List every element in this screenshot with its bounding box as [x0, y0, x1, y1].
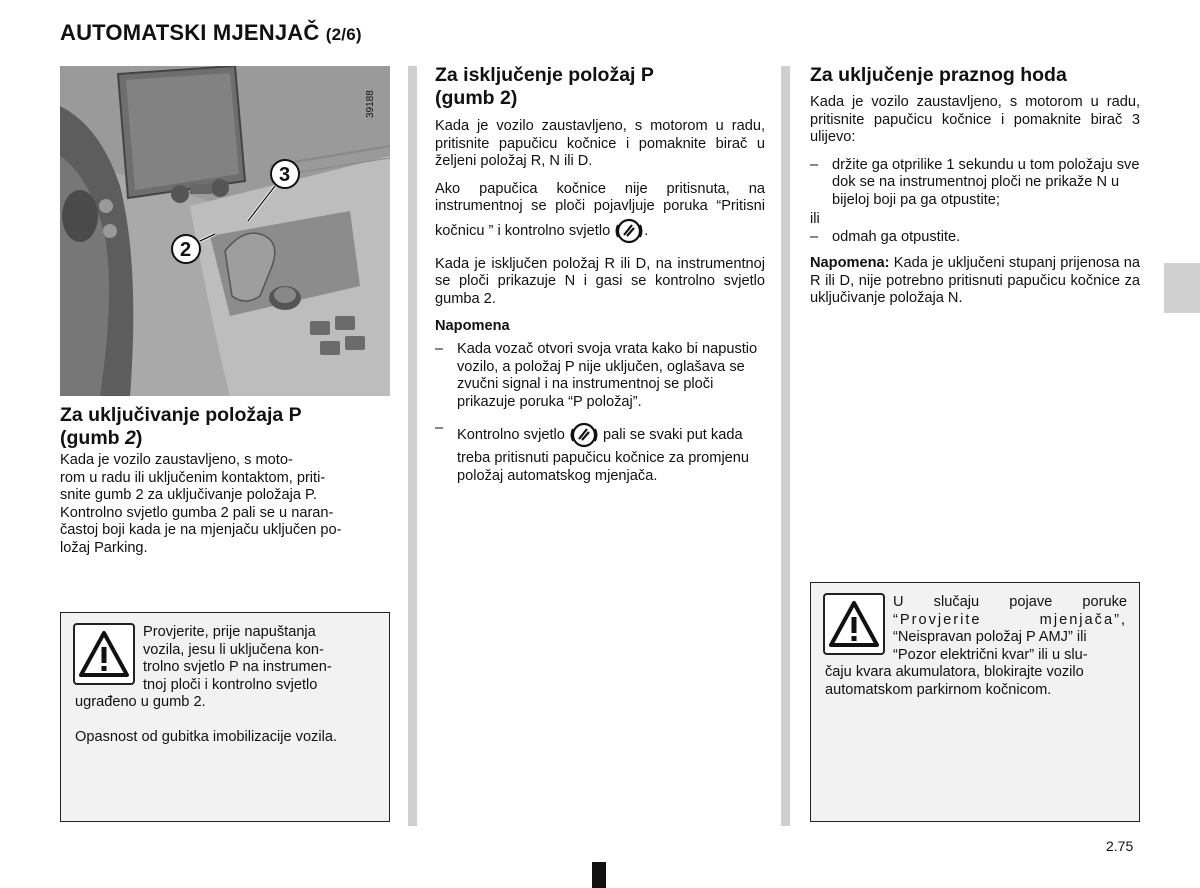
neutral-note — [810, 255, 1140, 308]
disengage-p2-end: . — [644, 222, 649, 239]
warning-left-second: Opasnost od gubitka imobilizacije vozila. — [75, 729, 338, 745]
brake-pedal-lamp-icon — [614, 216, 644, 246]
brake-pedal-lamp-icon — [569, 420, 599, 450]
page-title — [60, 20, 362, 46]
neutral-item-text: odmah ga otpustite. — [832, 228, 961, 245]
neutral-item-1 — [810, 157, 1140, 210]
warning-line: Provjerite, prije napuštanja — [143, 624, 316, 640]
warning-line: ugrađeno u gumb 2. — [75, 694, 206, 710]
heading-line2-c: ) — [135, 427, 143, 449]
heading-line2-a: (gumb — [60, 427, 125, 449]
middle-section — [435, 64, 765, 494]
para-line: častoj boji kada je na mjenjaču uključen po- — [60, 522, 342, 538]
bottom-crop-bar — [592, 862, 606, 888]
photo-reference-code: 39188 — [365, 90, 376, 118]
note-text: Kada je uključeni stupanj prijenosa na R ili D, nije potrebno pritisnuti papučicu kočnice za uključivanje položaja N. — [810, 255, 1140, 306]
dash: – — [810, 156, 819, 173]
section-heading-engage-p — [60, 404, 390, 450]
engage-p-paragraph — [60, 452, 390, 557]
dash: – — [810, 228, 819, 245]
section-heading-neutral: Za uključenje praznog hoda — [810, 64, 1067, 86]
warning-line: tnoj ploči i kontrolno svjetlo — [143, 676, 318, 693]
page-title-text: AUTOMATSKI MJENJAČ — [60, 20, 320, 45]
or-word: ili — [810, 211, 820, 227]
para-line: Kontrolno svjetlo gumba 2 pali se u naran- — [60, 504, 334, 521]
dash: – — [435, 341, 444, 357]
warning-right-text-bottom — [825, 664, 1127, 699]
note-heading: Napomena — [435, 318, 510, 334]
warning-box-left — [60, 612, 390, 822]
para-line: rom u radu ili uključenim kontaktom, priti- — [60, 469, 326, 486]
gear-selector-photo — [60, 66, 390, 396]
para-line: snite gumb 2 za uključivanje položaja P. — [60, 487, 317, 503]
warning-line: “Pozor električni kvar” ili u slu- — [893, 646, 1088, 663]
callout-2: 2 — [180, 239, 192, 261]
disengage-p1: Kada je vozilo zaustavljeno, s motorom u radu, pritisnite papučicu kočnice i pomaknite birač u željeni položaj R, N ili D. — [435, 118, 765, 169]
page-number: 2.75 — [1106, 838, 1134, 854]
note-item-1 — [435, 341, 765, 411]
warning-left-text-bottom — [75, 694, 375, 712]
left-section — [60, 404, 390, 567]
warning-left-text-top — [143, 624, 375, 694]
warning-line: automatskom parkirnom kočnicom. — [825, 681, 1052, 698]
para-line: ložaj Parking. — [60, 539, 148, 556]
chapter-tab-marker — [1164, 263, 1200, 313]
gear-selector-illustration — [60, 66, 390, 396]
warning-line: trolno svjetlo P na instrumen- — [143, 659, 332, 675]
warning-line: čaju kvara akumulatora, blokirajte vozilo — [825, 664, 1084, 680]
disengage-p2 — [435, 181, 765, 246]
dash: – — [435, 420, 444, 436]
disengage-p2-text: Ako papučica kočnice nije pritisnuta, na instrumentnoj se ploči pojavljuje poruka “Pritisni kočnicu ” i kontrolno svjetlo — [435, 180, 765, 239]
neutral-p1: Kada je vozilo zaustavljeno, s motorom u radu, pritisnite papučicu kočnice i pomaknite birač 3 ulijevo: — [810, 94, 1140, 145]
neutral-item-text: držite ga otprilike 1 sekundu u tom položaju sve dok se na instrumentnoj ploči ne prikaže N u bijeloj boji pa ga otpustite; — [832, 156, 1140, 208]
section-heading-disengage-p — [435, 64, 765, 110]
column-divider-left — [408, 66, 417, 826]
note-label: Napomena: — [810, 255, 890, 271]
warning-triangle-icon — [73, 623, 135, 685]
note-item-text — [457, 420, 765, 485]
callout-3: 3 — [279, 164, 291, 186]
neutral-item-2 — [810, 229, 1140, 247]
heading-line1: Za uključivanje položaja P — [60, 404, 302, 426]
note2-b: pali se svaki put kada treba pritisnuti papučicu kočnice za promjenu položaj automatskog mjenjača. — [457, 426, 750, 484]
warning-right-text-top — [893, 594, 1127, 664]
para-line: Kada je vozilo zaustavljeno, s moto- — [60, 452, 293, 468]
heading-line2-b: 2 — [124, 427, 136, 449]
disengage-p3: Kada je isključen položaj R ili D, na instrumentnoj se ploči prikazuje N i gasi se kontrolno svjetlo gumba 2. — [435, 255, 765, 307]
heading-line2: (gumb 2) — [435, 87, 518, 109]
warning-line: “Provjerite mjenjača”, — [893, 611, 1127, 628]
warning-line: “Neispravan položaj P AMJ” ili — [893, 629, 1087, 645]
right-section — [810, 64, 1140, 318]
heading-line1: Za isključenje položaj P — [435, 64, 654, 86]
warning-box-right — [810, 582, 1140, 822]
column-divider-right — [781, 66, 790, 826]
note2-a: Kontrolno svjetlo — [457, 426, 565, 443]
page-title-part: (2/6) — [325, 25, 362, 44]
warning-line: vozila, jesu li uključena kon- — [143, 641, 324, 658]
note-item-text: Kada vozač otvori svoja vrata kako bi napustio vozilo, a položaj P nije uključen, oglašava se zvučni signal i na instrumentnoj se ploči prikazuje poruka “P položaj”. — [457, 341, 758, 410]
warning-line: U slučaju pojave poruke — [893, 594, 1127, 610]
note-item-2 — [435, 420, 765, 485]
warning-triangle-icon — [823, 593, 885, 655]
